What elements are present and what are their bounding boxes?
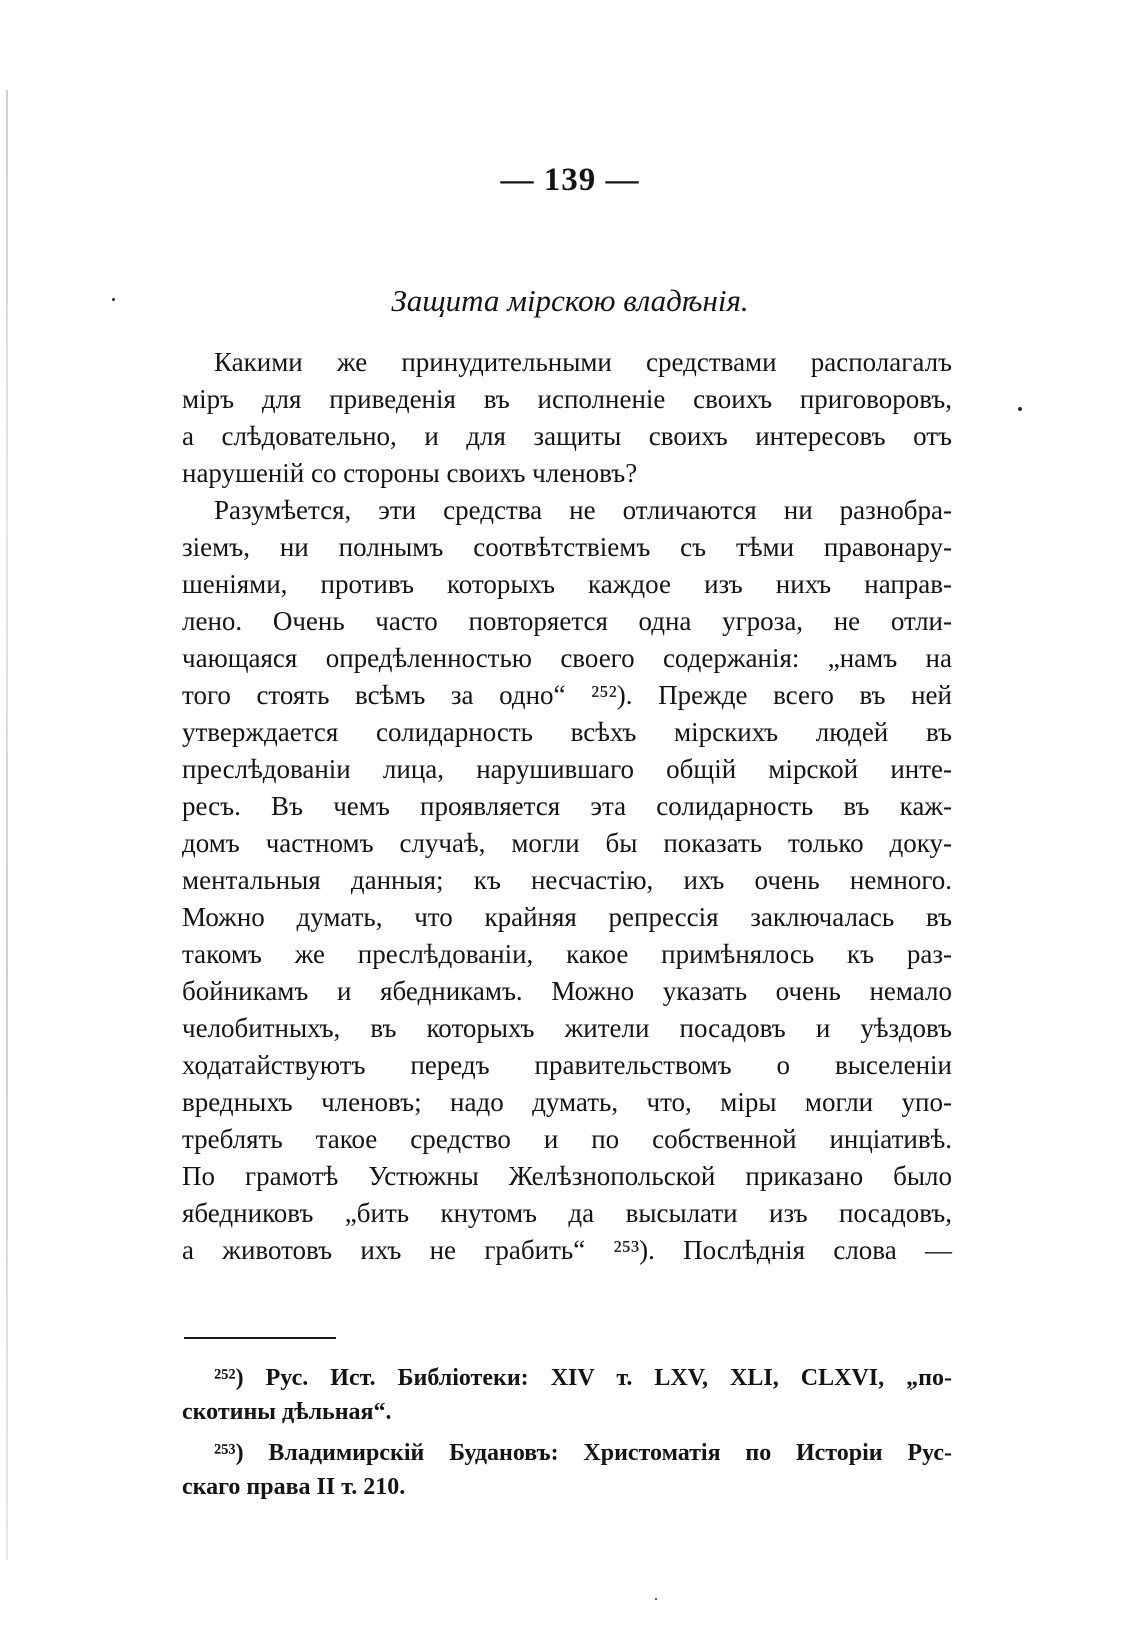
text-line: домъ частномъ случаѣ, могли бы показать только доку- [182, 828, 952, 858]
text-line: нарушеній со стороны своихъ членовъ? [182, 458, 638, 488]
text-line: а слѣдовательно, и для защиты своихъ интересовъ отъ [182, 421, 952, 451]
text-line: ходатайствуютъ передъ правительствомъ о выселеніи [182, 1050, 952, 1080]
footnote-253-line: скаго права II т. 210. [182, 1474, 406, 1500]
section-title: Защита мірскою владѣнія. [391, 283, 749, 318]
text-line: такомъ же преслѣдованіи, какое примѣнялось къ раз- [182, 939, 952, 969]
text-line: бойникамъ и ябедникамъ. Можно указать очень немало [182, 976, 952, 1006]
text-line: шеніями, противъ которыхъ каждое изъ нихъ направ- [182, 569, 952, 599]
text-line: Какими же принудительными средствами располагалъ [214, 347, 952, 377]
dust-speck [1018, 407, 1022, 411]
footnote-divider [184, 1337, 336, 1339]
text-line: а животовъ ихъ не грабить“ ²⁵³). Послѣднія слова — [182, 1235, 952, 1265]
text-line: По грамотѣ Устюжны Желѣзнопольской приказано было [182, 1161, 952, 1191]
text-line: треблять такое средство и по собственной инціативѣ. [182, 1124, 952, 1154]
text-line: утверждается солидарность всѣхъ мірскихъ людей въ [182, 717, 952, 747]
text-line: ябедниковъ „бить кнутомъ да высылати изъ посадовъ, [182, 1198, 952, 1228]
page-number: — 139 — [500, 162, 640, 198]
text-line: міръ для приведенія въ исполненіе своихъ приговоровъ, [182, 384, 952, 414]
text-line: ментальныя данныя; къ несчастію, ихъ очень немного. [182, 865, 952, 895]
text-line: того стоять всѣмъ за одно“ ²⁵²). Прежде всего въ ней [182, 680, 952, 710]
text-line: чающаяся опредѣленностью своего содержанія: „намъ на [182, 643, 952, 673]
text-line: Можно думать, что крайняя репрессія заключалась въ [182, 902, 952, 932]
text-line: ресъ. Въ чемъ проявляется эта солидарность въ каж- [182, 791, 952, 821]
text-line: челобитныхъ, въ которыхъ жители посадовъ и уѣздовъ [182, 1013, 952, 1043]
footnote-252-line: скотины дѣльная“. [182, 1399, 392, 1425]
footnote-252-line: ²⁵²) Рус. Ист. Библіотеки: XIV т. LXV, XLI, CLXVI, „по- [214, 1365, 952, 1391]
text-line: зіемъ, ни полнымъ соотвѣтствіемъ съ тѣми правонару- [182, 532, 952, 562]
text-line: Разумѣется, эти средства не отличаются ни разнобра- [214, 495, 952, 525]
text-line: преслѣдованіи лица, нарушившаго общій мірской инте- [182, 754, 952, 784]
text-line: лено. Очень часто повторяется одна угроза, не отли- [182, 606, 952, 636]
dust-speck [655, 1598, 657, 1600]
text-line: вредныхъ членовъ; надо думать, что, міры могли упо- [182, 1087, 952, 1117]
footnote-253-line: ²⁵³) Владимирскій Будановъ: Христоматія по Исторіи Рус- [214, 1440, 952, 1466]
